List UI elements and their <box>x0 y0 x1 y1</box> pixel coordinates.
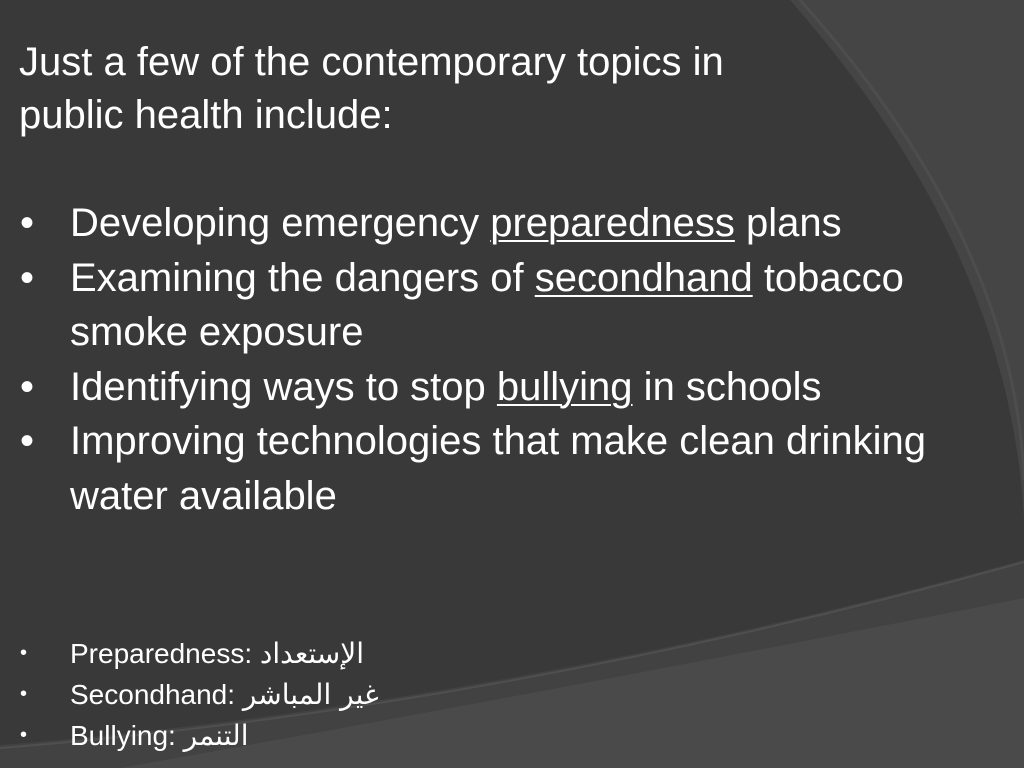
glossary-item-secondhand <box>0 674 700 715</box>
glossary-term: Preparedness: <box>70 638 253 669</box>
topic-item-secondhand: • Examining the dangers of secondhand tobacco smoke exposure <box>0 251 1000 360</box>
term-secondhand: secondhand <box>534 255 753 300</box>
bullet-icon: • <box>20 255 35 300</box>
bullet-icon: • <box>20 724 28 746</box>
slide-intro-text <box>19 36 919 142</box>
topic-item-clean-water: • Improving technologies that make clean drinking water available <box>0 414 1000 523</box>
glossary-term: Secondhand: <box>70 679 236 710</box>
bullet-icon: • <box>20 642 28 664</box>
glossary-translation: الإستعداد <box>259 637 365 670</box>
term-bullying: bullying <box>496 364 633 409</box>
bullet-icon: • <box>20 683 28 705</box>
topic-item-bullying: • Identifying ways to stop bullying in schools <box>0 360 1000 415</box>
bullet-icon: • <box>20 364 35 409</box>
term-preparedness: preparedness <box>490 201 735 245</box>
glossary-translation: التنمر <box>183 719 249 752</box>
glossary-item-bullying <box>0 715 700 756</box>
intro-line-1: Just a few of the contemporary topics in <box>19 40 724 84</box>
intro-line-2: public health include: <box>19 93 393 137</box>
glossary-term: Bullying: <box>70 720 176 751</box>
topics-list <box>0 196 1000 523</box>
topic-item-preparedness: • Developing emergency preparedness plans <box>0 196 1000 251</box>
bullet-icon: • <box>20 419 35 463</box>
glossary-translation: غير المباشر <box>242 678 379 711</box>
glossary-list <box>0 633 700 756</box>
glossary-item-preparedness <box>0 633 700 674</box>
bullet-icon: • <box>20 201 35 245</box>
